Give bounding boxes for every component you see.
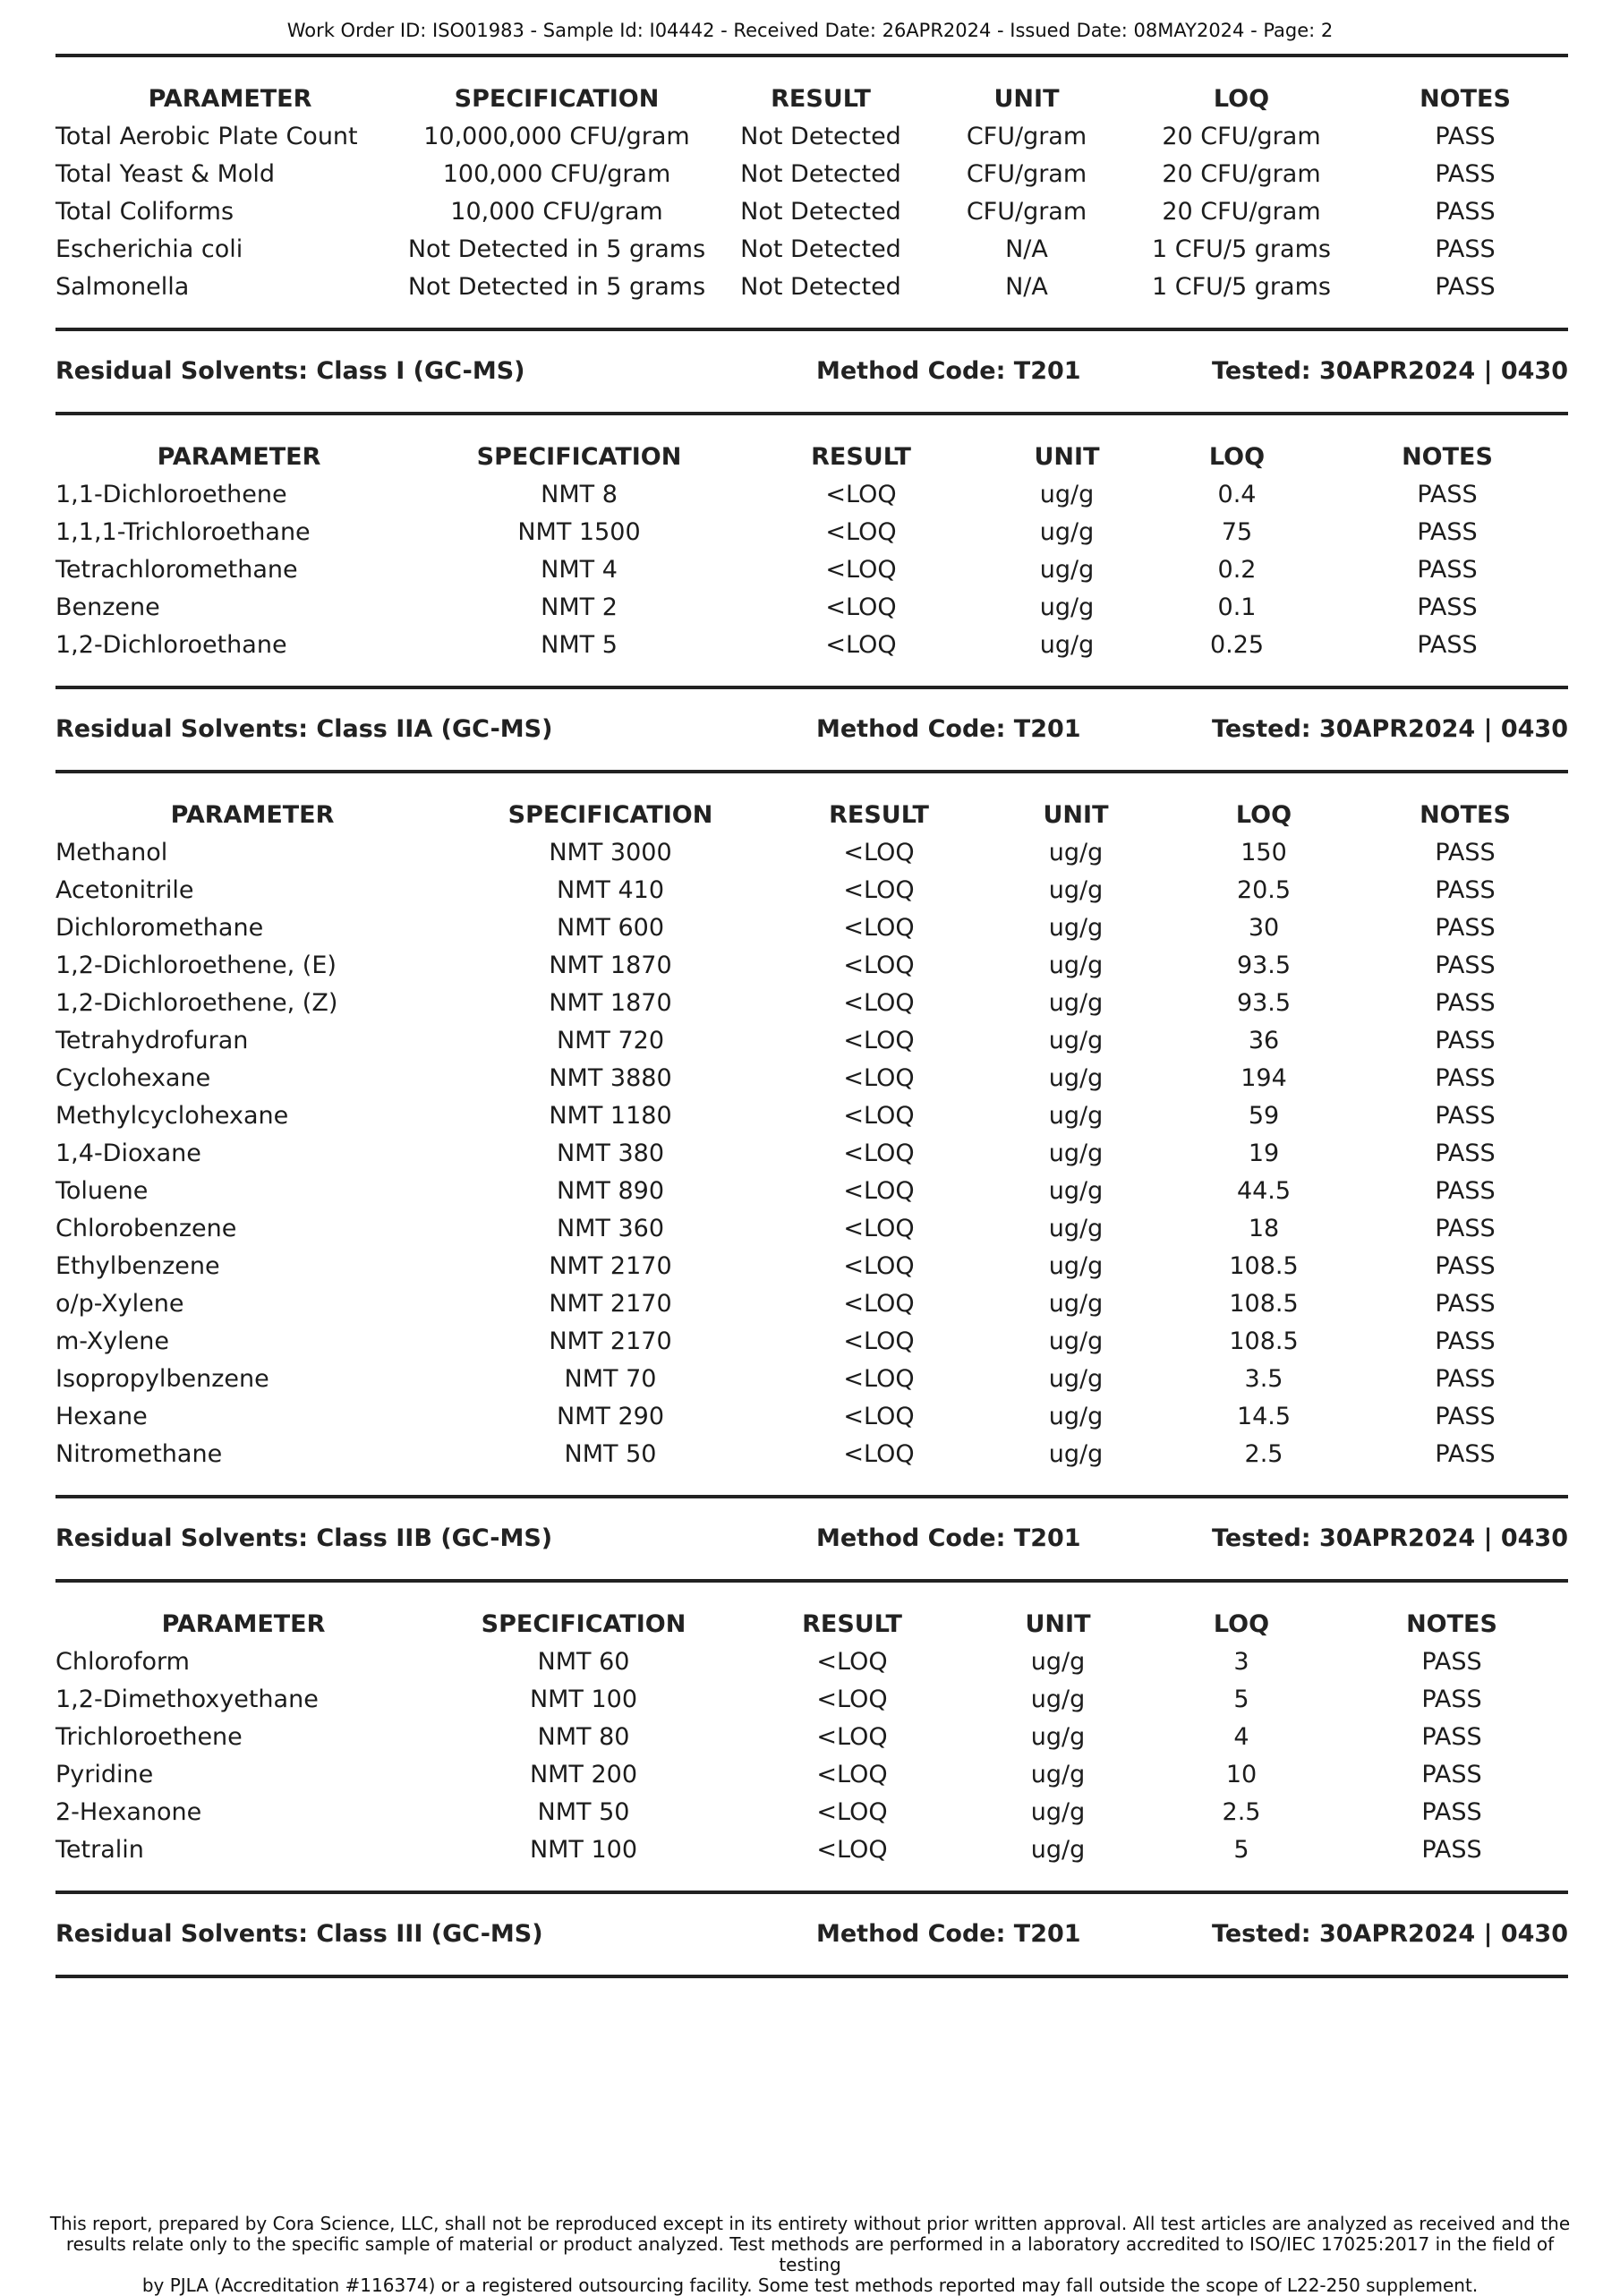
cell-parameter: Toluene: [55, 1177, 149, 1205]
column-header-specification: SPECIFICATION: [507, 801, 713, 829]
disclaimer-line: by PJLA (Accreditation #116374) or a registered outsourcing facility. Some test methods reported may fall outside the scope of L22-250 supplement.: [141, 2275, 1479, 2296]
cell-specification: NMT 60: [537, 1648, 630, 1676]
cell-unit: ug/g: [1048, 1365, 1104, 1393]
cell-parameter: 1,1,1-Trichloroethane: [55, 518, 311, 546]
cell-result: <LOQ: [843, 989, 915, 1017]
cell-specification: NMT 80: [537, 1723, 630, 1751]
cell-specification: NMT 50: [564, 1440, 657, 1468]
section-title: Residual Solvents: Class I (GC-MS): [55, 357, 525, 385]
cell-specification: NMT 2170: [549, 1252, 672, 1280]
column-header-notes: NOTES: [1402, 443, 1493, 471]
cell-parameter: Escherichia coli: [55, 235, 243, 263]
cell-unit: ug/g: [1030, 1686, 1086, 1713]
column-header-specification: SPECIFICATION: [476, 443, 682, 471]
table-row: [55, 1681, 1568, 1719]
cell-result: Not Detected: [740, 273, 901, 301]
table-row: [55, 834, 1568, 872]
cell-result: <LOQ: [843, 914, 915, 942]
cell-unit: ug/g: [1048, 1252, 1104, 1280]
section-title: Residual Solvents: Class IIB (GC-MS): [55, 1524, 553, 1552]
cell-parameter: Pyridine: [55, 1761, 154, 1788]
table-row: [55, 1060, 1568, 1097]
cell-specification: NMT 70: [564, 1365, 657, 1393]
cell-result: <LOQ: [816, 1836, 888, 1864]
cell-notes: PASS: [1435, 1027, 1496, 1054]
cell-parameter: 1,2-Dichloroethane: [55, 631, 287, 659]
cell-result: <LOQ: [843, 1064, 915, 1092]
cell-loq: 0.2: [1217, 556, 1257, 584]
method-code: Method Code: T201: [816, 1524, 1081, 1552]
cell-parameter: Methylcyclohexane: [55, 1102, 289, 1130]
section-header-class-2b: [55, 1521, 1568, 1557]
method-code: Method Code: T201: [816, 715, 1081, 743]
divider: [55, 54, 1568, 57]
cell-loq: 20.5: [1236, 876, 1292, 904]
cell-unit: CFU/gram: [966, 198, 1087, 226]
cell-loq: 0.25: [1209, 631, 1265, 659]
cell-result: <LOQ: [825, 481, 897, 508]
cell-loq: 108.5: [1229, 1252, 1299, 1280]
cell-notes: PASS: [1435, 914, 1496, 942]
table-row: [55, 1323, 1568, 1361]
section-header-class-2a: [55, 712, 1568, 747]
cell-loq: 36: [1248, 1027, 1280, 1054]
cell-specification: NMT 2170: [549, 1290, 672, 1318]
cell-loq: 20 CFU/gram: [1162, 198, 1321, 226]
cell-loq: 93.5: [1236, 952, 1292, 979]
cell-specification: NMT 1180: [549, 1102, 672, 1130]
cell-result: <LOQ: [843, 839, 915, 866]
column-header-notes: NOTES: [1406, 1610, 1497, 1638]
disclaimer-line: This report, prepared by Cora Science, LLC, shall not be reproduced except in its entirety without prior written approval. All test articles are analyzed as received and the: [49, 2213, 1571, 2234]
cell-loq: 75: [1221, 518, 1253, 546]
cell-specification: NMT 200: [529, 1761, 638, 1788]
class-2b-table: [55, 1606, 1568, 1869]
cell-unit: ug/g: [1030, 1723, 1086, 1751]
cell-loq: 59: [1248, 1102, 1280, 1130]
cell-result: <LOQ: [843, 1252, 915, 1280]
cell-notes: PASS: [1435, 1365, 1496, 1393]
cell-result: <LOQ: [825, 518, 897, 546]
cell-result: <LOQ: [816, 1798, 888, 1826]
table-row: [55, 947, 1568, 985]
cell-specification: 10,000,000 CFU/gram: [423, 123, 690, 150]
cell-result: <LOQ: [843, 1027, 915, 1054]
cell-parameter: Tetrachloromethane: [55, 556, 298, 584]
table-row: [55, 1436, 1568, 1473]
cell-result: <LOQ: [843, 1365, 915, 1393]
cell-notes: PASS: [1417, 631, 1478, 659]
cell-loq: 5: [1233, 1836, 1249, 1864]
cell-parameter: 1,1-Dichloroethene: [55, 481, 287, 508]
cell-specification: NMT 600: [556, 914, 665, 942]
cell-unit: ug/g: [1030, 1836, 1086, 1864]
tested-date: Tested: 30APR2024 | 0430: [1212, 357, 1568, 385]
cell-loq: 19: [1248, 1139, 1280, 1167]
cell-notes: PASS: [1421, 1723, 1482, 1751]
cell-specification: NMT 100: [529, 1836, 638, 1864]
cell-loq: 14.5: [1236, 1403, 1292, 1430]
cell-notes: PASS: [1435, 1177, 1496, 1205]
cell-loq: 1 CFU/5 grams: [1152, 273, 1331, 301]
section-title: Residual Solvents: Class IIA (GC-MS): [55, 715, 553, 743]
cell-parameter: Salmonella: [55, 273, 190, 301]
cell-notes: PASS: [1435, 952, 1496, 979]
cell-notes: PASS: [1435, 1139, 1496, 1167]
cell-specification: NMT 4: [541, 556, 618, 584]
cell-result: <LOQ: [843, 1440, 915, 1468]
cell-loq: 4: [1233, 1723, 1249, 1751]
cell-loq: 30: [1248, 914, 1280, 942]
cell-unit: ug/g: [1039, 593, 1095, 621]
table-row: [55, 193, 1568, 231]
table-row: [55, 985, 1568, 1022]
table-row: [55, 1135, 1568, 1173]
column-header-specification: SPECIFICATION: [454, 85, 660, 113]
cell-result: <LOQ: [843, 952, 915, 979]
cell-unit: ug/g: [1039, 556, 1095, 584]
cell-notes: PASS: [1435, 1403, 1496, 1430]
cell-loq: 108.5: [1229, 1290, 1299, 1318]
table-row: [55, 1248, 1568, 1285]
cell-unit: CFU/gram: [966, 123, 1087, 150]
table-row: [55, 1210, 1568, 1248]
column-header-unit: UNIT: [993, 85, 1060, 113]
cell-parameter: Total Coliforms: [55, 198, 234, 226]
cell-specification: NMT 410: [556, 876, 665, 904]
table-header-row: [55, 797, 1568, 834]
column-header-unit: UNIT: [1043, 801, 1109, 829]
cell-parameter: 1,2-Dichloroethene, (Z): [55, 989, 338, 1017]
cell-unit: ug/g: [1048, 1327, 1104, 1355]
section-title: Residual Solvents: Class III (GC-MS): [55, 1920, 543, 1948]
table-row: [55, 514, 1568, 551]
cell-loq: 93.5: [1236, 989, 1292, 1017]
table-row: [55, 589, 1568, 627]
column-header-result: RESULT: [829, 801, 929, 829]
cell-result: <LOQ: [843, 876, 915, 904]
cell-specification: NMT 380: [556, 1139, 665, 1167]
cell-parameter: Benzene: [55, 593, 160, 621]
table-header-row: [55, 1606, 1568, 1643]
column-header-parameter: PARAMETER: [161, 1610, 326, 1638]
cell-loq: 194: [1241, 1064, 1287, 1092]
column-header-notes: NOTES: [1420, 85, 1511, 113]
cell-parameter: m-Xylene: [55, 1327, 170, 1355]
cell-parameter: Total Aerobic Plate Count: [55, 123, 358, 150]
table-row: [55, 909, 1568, 947]
cell-result: Not Detected: [740, 123, 901, 150]
cell-notes: PASS: [1435, 123, 1496, 150]
report-header: Work Order ID: ISO01983 - Sample Id: I04442 - Received Date: 26APR2024 - Issued Date: 08MAY2024 - Page: 2: [286, 20, 1334, 41]
cell-loq: 3.5: [1244, 1365, 1283, 1393]
cell-unit: ug/g: [1039, 481, 1095, 508]
table-row: [55, 476, 1568, 514]
cell-specification: NMT 50: [537, 1798, 630, 1826]
divider: [55, 686, 1568, 689]
cell-notes: PASS: [1421, 1798, 1482, 1826]
cell-result: <LOQ: [843, 1290, 915, 1318]
cell-result: <LOQ: [816, 1686, 888, 1713]
cell-unit: ug/g: [1048, 952, 1104, 979]
cell-loq: 2.5: [1244, 1440, 1283, 1468]
cell-notes: PASS: [1435, 1327, 1496, 1355]
cell-notes: PASS: [1435, 273, 1496, 301]
cell-specification: NMT 1870: [549, 952, 672, 979]
column-header-loq: LOQ: [1213, 1610, 1270, 1638]
cell-loq: 10: [1225, 1761, 1258, 1788]
divider: [55, 412, 1568, 415]
column-header-notes: NOTES: [1420, 801, 1511, 829]
table-header-row: [55, 81, 1568, 118]
column-header-loq: LOQ: [1235, 801, 1292, 829]
cell-parameter: Total Yeast & Mold: [55, 160, 276, 188]
column-header-unit: UNIT: [1025, 1610, 1091, 1638]
table-row: [55, 1285, 1568, 1323]
column-header-result: RESULT: [771, 85, 871, 113]
table-row: [55, 156, 1568, 193]
cell-notes: PASS: [1435, 839, 1496, 866]
cell-unit: ug/g: [1048, 876, 1104, 904]
cell-notes: PASS: [1435, 989, 1496, 1017]
column-header-specification: SPECIFICATION: [481, 1610, 686, 1638]
column-header-parameter: PARAMETER: [170, 801, 335, 829]
cell-parameter: Methanol: [55, 839, 168, 866]
column-header-result: RESULT: [811, 443, 911, 471]
microbial-table: [55, 81, 1568, 306]
table-row: [55, 1719, 1568, 1756]
cell-notes: PASS: [1435, 235, 1496, 263]
column-header-parameter: PARAMETER: [148, 85, 312, 113]
tested-date: Tested: 30APR2024 | 0430: [1212, 1524, 1568, 1552]
table-row: [55, 1173, 1568, 1210]
cell-loq: 0.4: [1217, 481, 1257, 508]
cell-parameter: Isopropylbenzene: [55, 1365, 269, 1393]
cell-specification: NMT 3880: [549, 1064, 672, 1092]
cell-specification: 100,000 CFU/gram: [442, 160, 671, 188]
cell-result: <LOQ: [843, 1177, 915, 1205]
cell-parameter: 1,2-Dichloroethene, (E): [55, 952, 337, 979]
cell-unit: ug/g: [1048, 1403, 1104, 1430]
table-row: [55, 1022, 1568, 1060]
cell-loq: 150: [1241, 839, 1287, 866]
cell-specification: NMT 360: [556, 1215, 665, 1242]
cell-unit: ug/g: [1030, 1761, 1086, 1788]
cell-notes: PASS: [1417, 556, 1478, 584]
cell-result: <LOQ: [843, 1327, 915, 1355]
cell-parameter: Dichloromethane: [55, 914, 264, 942]
cell-notes: PASS: [1435, 1440, 1496, 1468]
cell-notes: PASS: [1435, 1290, 1496, 1318]
cell-unit: ug/g: [1048, 1290, 1104, 1318]
table-row: [55, 118, 1568, 156]
cell-parameter: Trichloroethene: [55, 1723, 243, 1751]
table-row: [55, 1756, 1568, 1794]
cell-notes: PASS: [1435, 1102, 1496, 1130]
cell-parameter: Chloroform: [55, 1648, 190, 1676]
table-row: [55, 551, 1568, 589]
column-header-unit: UNIT: [1034, 443, 1100, 471]
cell-result: <LOQ: [843, 1102, 915, 1130]
cell-result: <LOQ: [816, 1648, 888, 1676]
cell-specification: NMT 720: [556, 1027, 665, 1054]
cell-loq: 44.5: [1236, 1177, 1292, 1205]
cell-notes: PASS: [1435, 198, 1496, 226]
cell-notes: PASS: [1421, 1836, 1482, 1864]
cell-result: <LOQ: [843, 1403, 915, 1430]
disclaimer-line: results relate only to the specific sample of material or product analyzed. Test methods are performed in a laboratory accredited to ISO/IEC 17025:2017 in the field of testing: [65, 2233, 1555, 2275]
cell-unit: ug/g: [1048, 839, 1104, 866]
cell-unit: ug/g: [1048, 1215, 1104, 1242]
method-code: Method Code: T201: [816, 1920, 1081, 1948]
cell-loq: 20 CFU/gram: [1162, 160, 1321, 188]
class-2a-table: [55, 797, 1568, 1473]
divider: [55, 1579, 1568, 1583]
table-row: [55, 269, 1568, 306]
cell-specification: Not Detected in 5 grams: [407, 273, 706, 301]
cell-specification: NMT 8: [541, 481, 618, 508]
cell-specification: NMT 3000: [549, 839, 672, 866]
cell-notes: PASS: [1435, 1215, 1496, 1242]
cell-result: <LOQ: [825, 631, 897, 659]
tested-date: Tested: 30APR2024 | 0430: [1212, 1920, 1568, 1948]
method-code: Method Code: T201: [816, 357, 1081, 385]
divider: [55, 328, 1568, 331]
table-row: [55, 1097, 1568, 1135]
cell-unit: ug/g: [1039, 631, 1095, 659]
cell-notes: PASS: [1417, 481, 1478, 508]
cell-specification: NMT 290: [556, 1403, 665, 1430]
cell-result: <LOQ: [816, 1761, 888, 1788]
column-header-result: RESULT: [802, 1610, 902, 1638]
cell-loq: 2.5: [1222, 1798, 1261, 1826]
cell-result: <LOQ: [843, 1139, 915, 1167]
divider: [55, 1975, 1568, 1978]
cell-loq: 5: [1233, 1686, 1249, 1713]
cell-notes: PASS: [1421, 1686, 1482, 1713]
cell-unit: ug/g: [1030, 1648, 1086, 1676]
cell-loq: 20 CFU/gram: [1162, 123, 1321, 150]
cell-unit: ug/g: [1048, 1177, 1104, 1205]
cell-result: Not Detected: [740, 198, 901, 226]
cell-parameter: 1,4-Dioxane: [55, 1139, 201, 1167]
cell-parameter: o/p-Xylene: [55, 1290, 184, 1318]
cell-parameter: Tetralin: [55, 1836, 144, 1864]
cell-result: <LOQ: [816, 1723, 888, 1751]
cell-specification: 10,000 CFU/gram: [450, 198, 663, 226]
cell-unit: ug/g: [1048, 1027, 1104, 1054]
cell-unit: ug/g: [1030, 1798, 1086, 1826]
cell-notes: PASS: [1421, 1761, 1482, 1788]
table-row: [55, 872, 1568, 909]
cell-parameter: Ethylbenzene: [55, 1252, 220, 1280]
cell-notes: PASS: [1417, 518, 1478, 546]
section-header-class-1: [55, 354, 1568, 389]
disclaimer-footer: [49, 2214, 1571, 2296]
section-header-class-3: [55, 1916, 1568, 1952]
cell-specification: NMT 100: [529, 1686, 638, 1713]
table-row: [55, 1398, 1568, 1436]
divider: [55, 770, 1568, 773]
table-header-row: [55, 439, 1568, 476]
cell-loq: 1 CFU/5 grams: [1152, 235, 1331, 263]
cell-unit: ug/g: [1048, 989, 1104, 1017]
cell-notes: PASS: [1435, 1064, 1496, 1092]
table-row: [55, 231, 1568, 269]
cell-notes: PASS: [1435, 876, 1496, 904]
cell-result: Not Detected: [740, 160, 901, 188]
cell-specification: NMT 2170: [549, 1327, 672, 1355]
cell-loq: 0.1: [1217, 593, 1257, 621]
cell-unit: N/A: [1005, 235, 1048, 263]
cell-parameter: Tetrahydrofuran: [55, 1027, 249, 1054]
cell-specification: Not Detected in 5 grams: [407, 235, 706, 263]
table-row: [55, 1643, 1568, 1681]
table-row: [55, 627, 1568, 664]
cell-unit: ug/g: [1048, 914, 1104, 942]
table-row: [55, 1361, 1568, 1398]
cell-parameter: Chlorobenzene: [55, 1215, 237, 1242]
cell-parameter: 1,2-Dimethoxyethane: [55, 1686, 319, 1713]
cell-loq: 18: [1248, 1215, 1280, 1242]
cell-result: Not Detected: [740, 235, 901, 263]
cell-unit: ug/g: [1048, 1102, 1104, 1130]
cell-specification: NMT 5: [541, 631, 618, 659]
divider: [55, 1891, 1568, 1894]
column-header-loq: LOQ: [1208, 443, 1266, 471]
cell-result: <LOQ: [825, 556, 897, 584]
column-header-parameter: PARAMETER: [157, 443, 321, 471]
cell-parameter: Hexane: [55, 1403, 148, 1430]
table-row: [55, 1831, 1568, 1869]
cell-notes: PASS: [1435, 1252, 1496, 1280]
cell-unit: ug/g: [1048, 1440, 1104, 1468]
cell-specification: NMT 1500: [517, 518, 641, 546]
cell-parameter: Cyclohexane: [55, 1064, 211, 1092]
cell-unit: ug/g: [1048, 1064, 1104, 1092]
table-row: [55, 1794, 1568, 1831]
cell-loq: 3: [1233, 1648, 1249, 1676]
cell-specification: NMT 1870: [549, 989, 672, 1017]
column-header-loq: LOQ: [1213, 85, 1270, 113]
tested-date: Tested: 30APR2024 | 0430: [1212, 715, 1568, 743]
cell-parameter: Acetonitrile: [55, 876, 194, 904]
cell-notes: PASS: [1435, 160, 1496, 188]
cell-unit: ug/g: [1039, 518, 1095, 546]
cell-parameter: Nitromethane: [55, 1440, 223, 1468]
cell-result: <LOQ: [825, 593, 897, 621]
cell-unit: CFU/gram: [966, 160, 1087, 188]
cell-notes: PASS: [1417, 593, 1478, 621]
cell-result: <LOQ: [843, 1215, 915, 1242]
class-1-table: [55, 439, 1568, 664]
cell-notes: PASS: [1421, 1648, 1482, 1676]
divider: [55, 1495, 1568, 1498]
cell-loq: 108.5: [1229, 1327, 1299, 1355]
cell-unit: N/A: [1005, 273, 1048, 301]
cell-parameter: 2-Hexanone: [55, 1798, 202, 1826]
cell-specification: NMT 2: [541, 593, 618, 621]
cell-unit: ug/g: [1048, 1139, 1104, 1167]
cell-specification: NMT 890: [556, 1177, 665, 1205]
